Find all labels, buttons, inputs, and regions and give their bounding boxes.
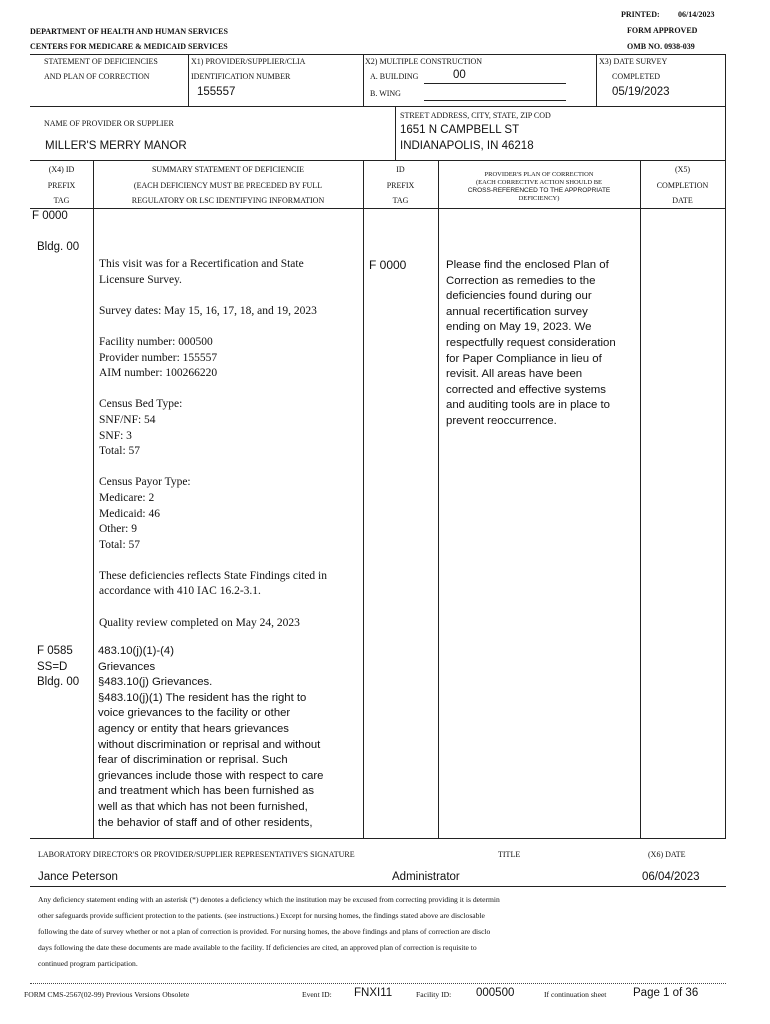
signer-name: Jance Peterson (38, 871, 118, 883)
address-label: STREET ADDRESS, CITY, STATE, ZIP COD (400, 111, 551, 120)
plan-header-3: CROSS-REFERENCED TO THE APPROPRIATE (467, 187, 611, 194)
rule-body-bottom (30, 838, 726, 839)
rule-right-top (725, 54, 726, 160)
centers-title: CENTERS FOR MEDICARE & MEDICAID SERVICES (30, 42, 228, 51)
statement-label-1: STATEMENT OF DEFICIENCIES (44, 57, 158, 66)
signature-rule (30, 886, 726, 887)
x3-label-1: X3) DATE SURVEY (599, 57, 668, 66)
x6-date-label: (X6) DATE (648, 850, 686, 859)
signature-date: 06/04/2023 (642, 871, 700, 883)
x5-header-2: COMPLETION (656, 181, 709, 190)
rule-col-b (363, 160, 364, 838)
x5-header-1: (X5) (674, 165, 691, 174)
building-value: 00 (453, 69, 466, 81)
rule-provider-top (30, 106, 726, 107)
plan-header-1: PROVIDER'S PLAN OF CORRECTION (484, 171, 594, 178)
summary-header-3: REGULATORY OR LSC IDENTIFYING INFORMATION (131, 196, 325, 205)
summary-header-1: SUMMARY STATEMENT OF DEFICIENCIE (151, 165, 305, 174)
form-identifier: FORM CMS-2567(02-99) Previous Versions Obsolete (24, 990, 190, 999)
event-id-value: FNXI11 (354, 987, 393, 999)
event-id-label: Event ID: (302, 990, 332, 999)
tag-f0000: F 0000 (32, 210, 68, 222)
address-line-1: 1651 N CAMPBELL ST (400, 124, 520, 136)
survey-date-value: 05/19/2023 (612, 86, 670, 98)
x4-header-3: TAG (53, 196, 70, 205)
provider-id-value: 155557 (197, 86, 236, 98)
continuation-label: If continuation sheet (544, 990, 607, 999)
department-title: DEPARTMENT OF HEALTH AND HUMAN SERVICES (30, 27, 228, 36)
rule-x1-left (188, 54, 189, 106)
rule-x3-left (596, 54, 597, 106)
id-header-1: ID (396, 165, 405, 174)
x1-label-1: X1) PROVIDER/SUPPLIER/CLIA (191, 57, 306, 66)
address-line-2: INDIANAPOLIS, IN 46218 (400, 140, 534, 152)
wing-underline (424, 100, 566, 101)
id-header-2: PREFIX (386, 181, 415, 190)
x4-header-1: (X4) ID (48, 165, 75, 174)
title-label: TITLE (498, 850, 521, 859)
form-approved: FORM APPROVED (627, 26, 698, 35)
signature-label: LABORATORY DIRECTOR'S OR PROVIDER/SUPPLIER REPRESENTATIVE'S SIGNATURE (38, 850, 355, 859)
summary-header-2: (EACH DEFICIENCY MUST BE PRECEDED BY FULL (133, 181, 323, 190)
footer-dotted-rule (30, 983, 726, 984)
provider-name-label: NAME OF PROVIDER OR SUPPLIER (44, 119, 174, 128)
id-prefix-f0000: F 0000 (369, 258, 407, 272)
plan-header-2: (EACH CORRECTIVE ACTION SHOULD BE (475, 179, 603, 186)
printed-label: PRINTED: (621, 10, 660, 19)
building-label: A. BUILDING (370, 72, 419, 81)
grievances-regulation-text: 483.10(j)(1)-(4) Grievances §483.10(j) Grievances. §483.10(j)(1) The resident has the right to voice grievances to the facility or other agency or entity that hears grievances without discrimination or reprisal and without fear of discrimination or reprisal. Such grievances include those with respect to care and treatment which has been furnished as well as that which has not been furnished, the behavior of staff and of other residents, (98, 645, 324, 829)
page-number: Page 1 of 36 (633, 987, 699, 999)
rule-columns-bottom (30, 208, 726, 209)
rule-top (30, 54, 726, 55)
x3-label-2: COMPLETED (612, 72, 660, 81)
signer-title: Administrator (392, 871, 460, 883)
plan-header-4: DEFICIENCY) (518, 195, 560, 202)
x4-header-2: PREFIX (47, 181, 76, 190)
rule-right-body (725, 160, 726, 838)
statement-label-2: AND PLAN OF CORRECTION (44, 72, 150, 81)
rule-x2-left (363, 54, 364, 106)
x1-label-2: IDENTIFICATION NUMBER (191, 72, 291, 81)
id-header-3: TAG (392, 196, 409, 205)
facility-id-label: Facility ID: (416, 990, 452, 999)
plan-of-correction-text: Please find the enclosed Plan of Correction as remedies to the deficiencies found during our annual recertification survey ending on May 19, 2023. We respectfully request consideration for Paper Compliance in lieu of revisit. All areas have been corrected and effective systems and auditing tools are in place to prevent reoccurrence. (446, 259, 616, 427)
wing-label: B. WING (370, 89, 401, 98)
building-underline (424, 83, 566, 84)
rule-col-d (640, 160, 641, 838)
facility-id-value: 000500 (476, 987, 515, 999)
tag-f0000-building: Bldg. 00 (37, 241, 80, 253)
provider-name-value: MILLER'S MERRY MANOR (45, 140, 187, 152)
rule-columns-top (30, 160, 726, 161)
rule-provider-split (395, 106, 396, 160)
printed-date: 06/14/2023 (678, 10, 715, 19)
summary-statement-text: This visit was for a Recertification and State Licensure Survey. Survey dates: May 15, 16, 17, 18, and 19, 2023 Facility number: 000500 Provider number: 155557 AIM number: 100266220 Census Bed Type: SNF/NF: 54 SNF: 3 Total: 57 Census Payor Type: Medicare: 2 Medicaid: 46 Other: 9 Total: 57 These deficiencies reflects State Findings cited in accordance with 410 IAC 16.2-3.1. Quality review completed on May 24, 2023 (99, 258, 328, 629)
rule-col-c (438, 160, 439, 838)
rule-col-a (93, 160, 94, 838)
disclaimer-text: Any deficiency statement ending with an asterisk (*) denotes a deficiency which the institution may be excused from correcting providing it is determin other safeguards provide sufficient protection to the patients. (see instructions.) Except for nursing homes, the findings stated above are disclosable following the date of survey whether or not a plan of correction is provided. For nursing homes, the above findings and plans of correction are disclo days following the date these documents are made available to the facility. If deficiencies are cited, an approved plan of correction is requisite to continued program participation. (38, 895, 500, 968)
omb-number: OMB NO. 0938-039 (627, 42, 695, 51)
x5-header-3: DATE (672, 196, 693, 205)
x2-label: X2) MULTIPLE CONSTRUCTION (365, 57, 483, 66)
tag-f0585: F 0585 SS=D Bldg. 00 (37, 645, 80, 689)
